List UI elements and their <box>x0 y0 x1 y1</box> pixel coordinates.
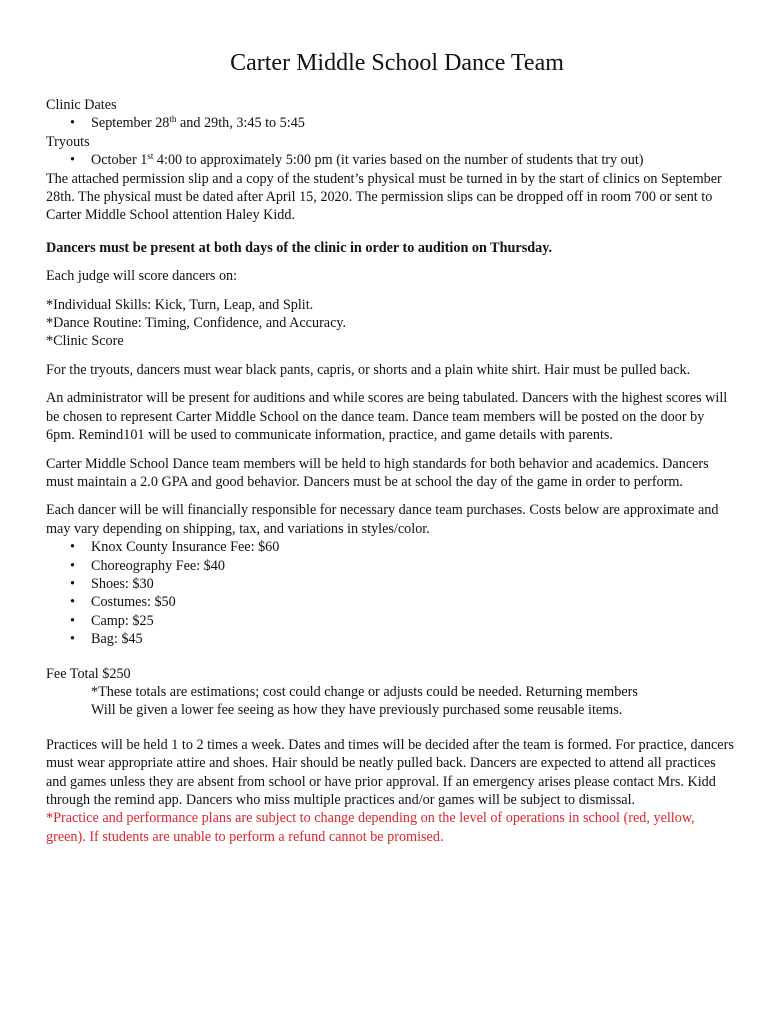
spacer <box>46 649 736 665</box>
fee-item: • Camp: $25 <box>46 612 736 630</box>
fee-item: • Choreography Fee: $40 <box>46 557 736 575</box>
tryouts-item <box>46 151 736 169</box>
tryouts-month: October 1 <box>91 152 148 169</box>
fee-total: Fee Total $250 <box>46 665 131 682</box>
clinic-dates-heading: Clinic Dates <box>46 97 117 113</box>
clinic-month: September 28 <box>91 115 170 132</box>
clinic-rest: and 29th, 3:45 to 5:45 <box>176 115 305 132</box>
operations-notice: *Practice and performance plans are subject to change depending on the level of operations in school (red, yellow, green). If students are unable to perform a refund cannot be promised. <box>46 810 695 845</box>
fee-item: • Costumes: $50 <box>46 593 736 611</box>
fee-item: • Knox County Insurance Fee: $60 <box>46 538 736 556</box>
administrator-paragraph: An administrator will be present for auditions and while scores are being tabulated. Dancers with the highest scores will be chosen to represent Carter Middle School on the dance team. Dance team members will be posted on the door by 6pm. Remind101 will be used to communicate information, practice, and game details with parents. <box>46 390 728 444</box>
clinic-dates-item <box>46 114 736 132</box>
criteria-list <box>46 296 736 351</box>
criteria-item: *Dance Routine: Timing, Confidence, and Accuracy. <box>46 315 347 332</box>
tryouts-rest: 4:00 to approximately 5:00 pm (it varies based on the number of students that try out) <box>153 152 644 169</box>
judge-intro: Each judge will score dancers on: <box>46 268 238 285</box>
fee-item: • Shoes: $30 <box>46 575 736 593</box>
tryouts-suffix: st <box>147 151 154 162</box>
document-title: Carter Middle School Dance Team <box>230 50 564 76</box>
practices-paragraph: Practices will be held 1 to 2 times a week. Dates and times will be decided after the team is formed. For practice, dancers must wear appropriate attire and shoes. Hair should be neatly pulled back. Dancers are expected to attend all practices and games unless they are absent from school or have prior approval. If an emergency arises please contact Mrs. Kidd through the remind app. Dancers who miss multiple practices and/or games will be subject to dismissal. <box>46 736 734 808</box>
tryouts-list <box>46 151 736 169</box>
criteria-item: *Clinic Score <box>46 333 124 350</box>
document-page <box>46 48 736 846</box>
standards-paragraph: Carter Middle School Dance team members will be held to high standards for both behavior and academics. Dancers must maintain a 2.0 GPA and good behavior. Dancers must be at school the day of the game in order to perform. <box>46 455 709 490</box>
criteria-item: *Individual Skills: Kick, Turn, Leap, and Split. <box>46 296 314 313</box>
attire-paragraph: For the tryouts, dancers must wear black pants, capris, or shorts and a plain white shirt. Hair must be pulled back. <box>46 361 691 378</box>
fee-note: *These totals are estimations; cost could change or adjusts could be needed. Returning members <box>91 683 638 700</box>
permission-paragraph: The attached permission slip and a copy of the student’s physical must be turned in by the start of clinics on September 28th. The physical must be dated after April 15, 2020. The permission slips can be dropped off in room 700 or sent to Carter Middle School attention Haley Kidd. <box>46 170 722 224</box>
clinic-suffix: th <box>169 114 177 125</box>
clinic-dates-list <box>46 114 736 132</box>
fee-note: Will be given a lower fee seeing as how they have previously purchased some reusable items. <box>91 702 623 719</box>
fees-list <box>46 538 736 648</box>
attendance-notice: Dancers must be present at both days of the clinic in order to audition on Thursday. <box>46 239 553 256</box>
costs-paragraph: Each dancer will be will financially responsible for necessary dance team purchases. Costs below are approximate and may vary depending on shipping, tax, and variations in styles/color. <box>46 502 719 537</box>
fee-item: • Bag: $45 <box>46 630 736 648</box>
tryouts-heading: Tryouts <box>46 133 90 150</box>
